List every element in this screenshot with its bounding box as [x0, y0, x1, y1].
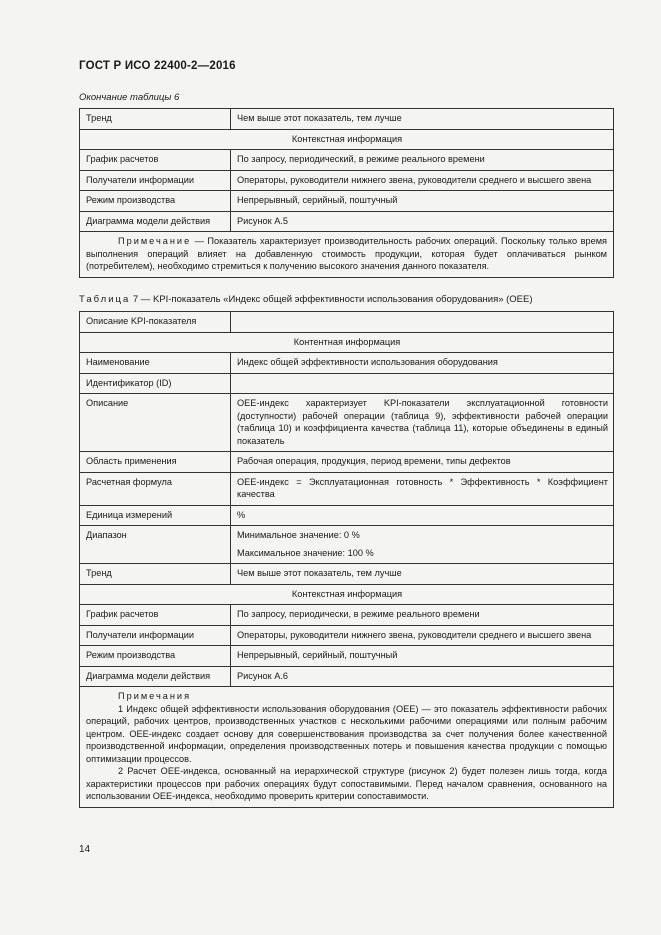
row-label: Расчетная формула: [80, 472, 231, 505]
row-value: Чем выше этот показатель, тем лучше: [231, 564, 614, 585]
row-value: [231, 312, 614, 333]
table-row: [80, 170, 614, 191]
row-label: Диаграмма модели действия: [80, 666, 231, 687]
table-row: [80, 452, 614, 473]
table-section-row: [80, 129, 614, 150]
note-item-2: 2 Расчет OEE-индекса, основанный на иерархической структуре (рисунок 2) будет полезен лишь тогда, когда характеристики процессов при рабочих операциях будут сопоставимыми. Перед началом сравнения, основанного на использовании OEE-индекса, необходимо проверить критерии сопоставимости.: [86, 766, 607, 801]
row-label: Диапазон: [80, 526, 231, 564]
table-row: [80, 666, 614, 687]
row-value: Рисунок А.6: [231, 666, 614, 687]
row-value: Индекс общей эффективности использования оборудования: [231, 353, 614, 374]
table-notes: [80, 687, 614, 808]
table-7: [79, 311, 614, 808]
range-max: Максимальное значение: 100 %: [237, 547, 374, 558]
row-label: Описание: [80, 394, 231, 452]
row-value: Непрерывный, серийный, поштучный: [231, 191, 614, 212]
section-heading: Контентная информация: [80, 332, 614, 353]
table-section-row: [80, 584, 614, 605]
row-label: График расчетов: [80, 150, 231, 171]
page-number: 14: [79, 844, 91, 855]
table-row: [80, 150, 614, 171]
table-6-end: [79, 108, 614, 278]
table-note: [80, 232, 614, 278]
row-value: Рабочая операция, продукция, период времени, типы дефектов: [231, 452, 614, 473]
table-row: [80, 373, 614, 394]
table-7-caption-label: Таблица: [79, 294, 131, 305]
table-row: [80, 353, 614, 374]
note-label: Примечание: [118, 236, 192, 246]
table-row: [80, 312, 614, 333]
row-value: Рисунок А.5: [231, 211, 614, 232]
row-value: %: [231, 505, 614, 526]
row-label: Единица измерений: [80, 505, 231, 526]
row-value: Операторы, руководители нижнего звена, руководители среднего и высшего звена: [231, 625, 614, 646]
row-label: Тренд: [80, 109, 231, 130]
row-value: Чем выше этот показатель, тем лучше: [231, 109, 614, 130]
table-row: [80, 109, 614, 130]
row-label: График расчетов: [80, 605, 231, 626]
table-7-caption-text: 7 — KPI-показатель «Индекс общей эффективности использования оборудования» (OEE): [130, 294, 533, 305]
row-value: Операторы, руководители нижнего звена, руководители среднего и высшего звена: [231, 170, 614, 191]
table-note-row: [80, 232, 614, 278]
row-label: Режим производства: [80, 646, 231, 667]
section-heading: Контекстная информация: [80, 129, 614, 150]
table-row: [80, 472, 614, 505]
table-7-caption: [79, 294, 533, 305]
row-label: Идентификатор (ID): [80, 373, 231, 394]
document-standard-title: ГОСТ Р ИСО 22400-2—2016: [79, 60, 236, 72]
row-label: Описание KPI-показателя: [80, 312, 231, 333]
table-row: [80, 564, 614, 585]
row-label: Получатели информации: [80, 625, 231, 646]
table-section-row: [80, 332, 614, 353]
row-label: Режим производства: [80, 191, 231, 212]
range-min: Минимальное значение: 0 %: [237, 530, 360, 540]
table-row: [80, 394, 614, 452]
table-row: [80, 646, 614, 667]
table-notes-row: [80, 687, 614, 808]
table-row: [80, 191, 614, 212]
row-value: По запросу, периодический, в режиме реального времени: [231, 150, 614, 171]
row-label: Получатели информации: [80, 170, 231, 191]
row-value: OEE-индекс = Эксплуатационная готовность * Эффективность * Коэффициент качества: [231, 472, 614, 505]
row-value: [231, 373, 614, 394]
table-row: [80, 211, 614, 232]
row-value: OEE-индекс характеризует KPI-показатели эксплуатационной готовности (доступности) рабочей операции (таблица 9), эффективности рабочей операции (таблица 10) и коэффициента качества (таблица 11), которые объединены в единый показатель: [231, 394, 614, 452]
table-row: [80, 605, 614, 626]
row-label: Тренд: [80, 564, 231, 585]
section-heading: Контекстная информация: [80, 584, 614, 605]
row-value: [231, 526, 614, 564]
row-label: Диаграмма модели действия: [80, 211, 231, 232]
note-item-1: 1 Индекс общей эффективности использования оборудования (OEE) — это показатель эффективности рабочих операций, рабочих центров, производственных участков с несколькими рабочими операциями или полным рабочим центром. OEE-индекс создает основу для совершенствования производства за счет получения более качественной производственной информации, определения производственных потерь и повышения качества продукции с помощью оптимизации процессов.: [86, 703, 607, 764]
notes-title: Примечания: [118, 691, 192, 701]
note-text: — Показатель характеризует производительность рабочих операций. Поскольку только время выполнения операций влияет на добавленную стоимость продукции, которая будет оплачиваться рынком (потребителем), необходимо стремиться к получению высокого значения данного показателя.: [86, 236, 607, 271]
table-row: [80, 526, 614, 564]
row-label: Наименование: [80, 353, 231, 374]
table-6-continuation-caption: Окончание таблицы 6: [79, 92, 180, 103]
row-value: Непрерывный, серийный, поштучный: [231, 646, 614, 667]
row-label: Область применения: [80, 452, 231, 473]
table-row: [80, 625, 614, 646]
row-value: По запросу, периодически, в режиме реального времени: [231, 605, 614, 626]
table-row: [80, 505, 614, 526]
